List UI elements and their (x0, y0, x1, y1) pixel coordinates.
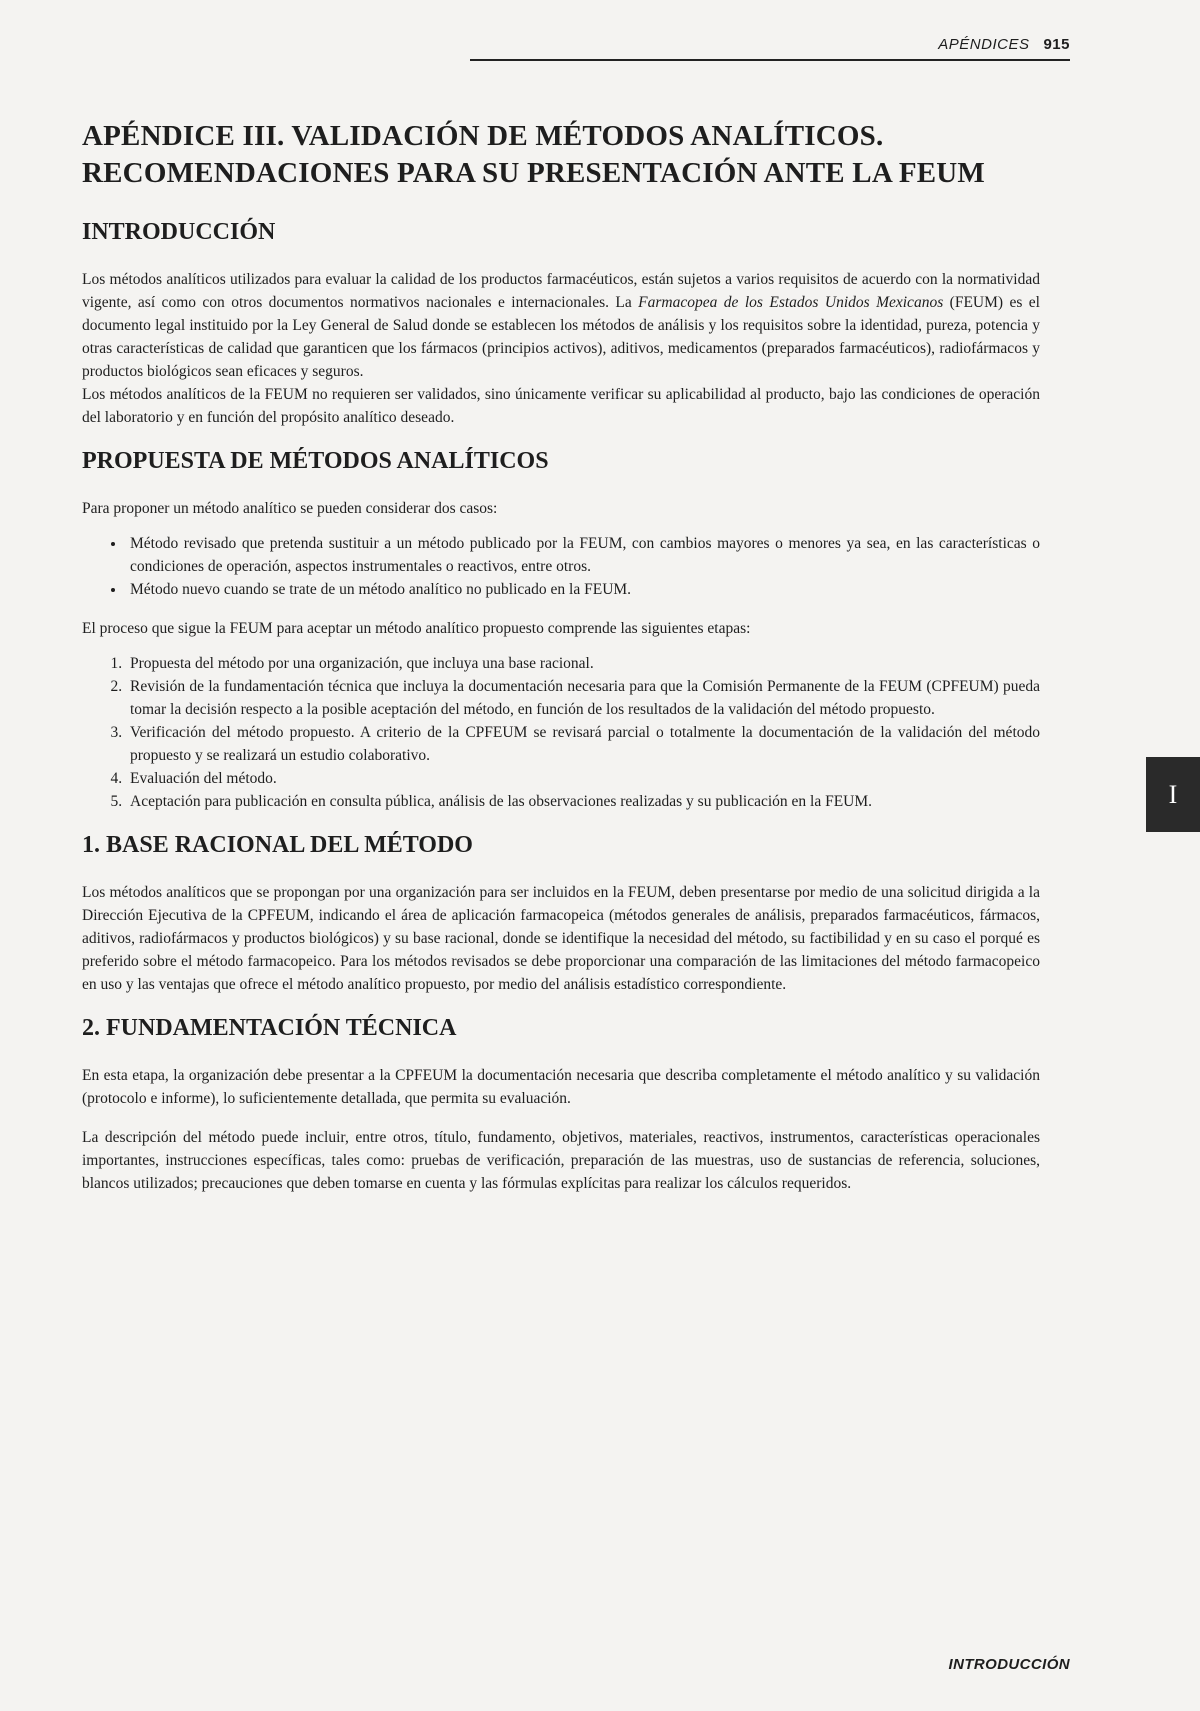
page-title (82, 118, 1040, 192)
section-2-heading: 2. FUNDAMENTACIÓN TÉCNICA (82, 1015, 457, 1041)
proposal-intro: Para proponer un método analítico se pueden considerar dos casos: (82, 500, 498, 517)
section-2-paragraph-1: En esta etapa, la organización debe presentar a la CPFEUM la documentación necesaria que describa completamente el método analítico y su validación (protocolo e informe), lo suficientemente detallada, que permita su evaluación. (82, 1067, 1040, 1107)
section-2-paragraph-2: La descripción del método puede incluir, entre otros, título, fundamento, objetivos, materiales, reactivos, instrumentos, características operacionales importantes, instrucciones específicas, tales como: pruebas de verificación, preparación de las muestras, uso de sustancias de referencia, soluciones, blancos utilizados; precauciones que deben tomarse en cuenta y las fórmulas explícitas para realizar los cálculos requeridos. (82, 1129, 1040, 1192)
page-body (82, 118, 1040, 1213)
header-section: APÉNDICES (938, 36, 1030, 53)
title-line-2: RECOMENDACIONES PARA SU PRESENTACIÓN ANTE LA FEUM (82, 157, 985, 189)
title-line-1: APÉNDICE III. VALIDACIÓN DE MÉTODOS ANALÍTICOS. (82, 120, 884, 152)
section-1 (82, 831, 1040, 996)
running-footer: INTRODUCCIÓN (948, 1656, 1070, 1673)
list-item: 3. Verificación del método propuesto. A criterio de la CPFEUM se revisará parcial o totalmente la documentación de la validación del método propuesto y se realizará un estudio colaborativo. (126, 721, 1040, 767)
process-steps (82, 652, 1040, 813)
introduction-paragraph-2: Los métodos analíticos de la FEUM no requieren ser validados, sino únicamente verificar su aplicabilidad al producto, bajo las condiciones de operación del laboratorio y en función del propósito analítico deseado. (82, 386, 1040, 426)
page-number: 915 (1043, 36, 1070, 53)
introduction-heading: INTRODUCCIÓN (82, 219, 276, 245)
section-1-heading: 1. BASE RACIONAL DEL MÉTODO (82, 832, 473, 858)
introduction-paragraph-1: Los métodos analíticos utilizados para evaluar la calidad de los productos farmacéuticos, están sujetos a varios requisitos de acuerdo con la normatividad vigente, así como con otros documentos normativos nacionales e internacionales. La Farmacopea de los Estados Unidos Mexicanos (FEUM) es el documento legal instituido por la Ley General de Salud donde se establecen los métodos de análisis y los requisitos sobre la identidad, pureza, potencia y otras características de calidad que garanticen que los fármacos (principios activos), aditivos, medicamentos (preparados farmacéuticos), radiofármacos y productos biológicos sean eficaces y seguros. (82, 271, 1040, 380)
list-item: • Método nuevo cuando se trate de un método analítico no publicado en la FEUM. (126, 578, 1040, 601)
list-item: 5. Aceptación para publicación en consulta pública, análisis de las observaciones realizadas y su publicación en la FEUM. (126, 790, 1040, 813)
list-item: 4. Evaluación del método. (126, 767, 1040, 790)
proposal-heading: PROPUESTA DE MÉTODOS ANALÍTICOS (82, 448, 549, 474)
running-header (470, 36, 1070, 61)
process-intro: El proceso que sigue la FEUM para aceptar un método analítico propuesto comprende las siguientes etapas: (82, 620, 751, 637)
list-item: 1. Propuesta del método por una organización, que incluya una base racional. (126, 652, 1040, 675)
cases-list (82, 532, 1040, 601)
section-2 (82, 1014, 1040, 1195)
proposal-section (82, 447, 1040, 813)
list-item: • Método revisado que pretenda sustituir a un método publicado por la FEUM, con cambios mayores o menores ya sea, en las características o condiciones de operación, aspectos instrumentales o reactivos, entre otros. (126, 532, 1040, 578)
feum-title-italic: Farmacopea de los Estados Unidos Mexicanos (638, 294, 944, 311)
section-1-paragraph: Los métodos analíticos que se propongan por una organización para ser incluidos en la FEUM, deben presentarse por medio de una solicitud dirigida a la Dirección Ejecutiva de la CPFEUM, indicando el área de aplicación farmacopeica (métodos generales de análisis, preparados farmacéuticos, fármacos, aditivos, radiofármacos y productos biológicos) y su base racional, donde se identifique la necesidad del método, su factibilidad y en su caso el porqué es preferido sobre el método farmacopeico. Para los métodos revisados se debe proporcionar una comparación de las limitaciones del método farmacopeico en uso y las ventajas que ofrece el método analítico propuesto, por medio del análisis estadístico correspondiente. (82, 884, 1040, 993)
list-item: 2. Revisión de la fundamentación técnica que incluya la documentación necesaria para que la Comisión Permanente de la FEUM (CPFEUM) pueda tomar la decisión respecto a la posible aceptación del método, en función de los resultados de la validación del método propuesto. (126, 675, 1040, 721)
introduction-section (82, 218, 1040, 429)
chapter-tab: I (1146, 757, 1200, 832)
